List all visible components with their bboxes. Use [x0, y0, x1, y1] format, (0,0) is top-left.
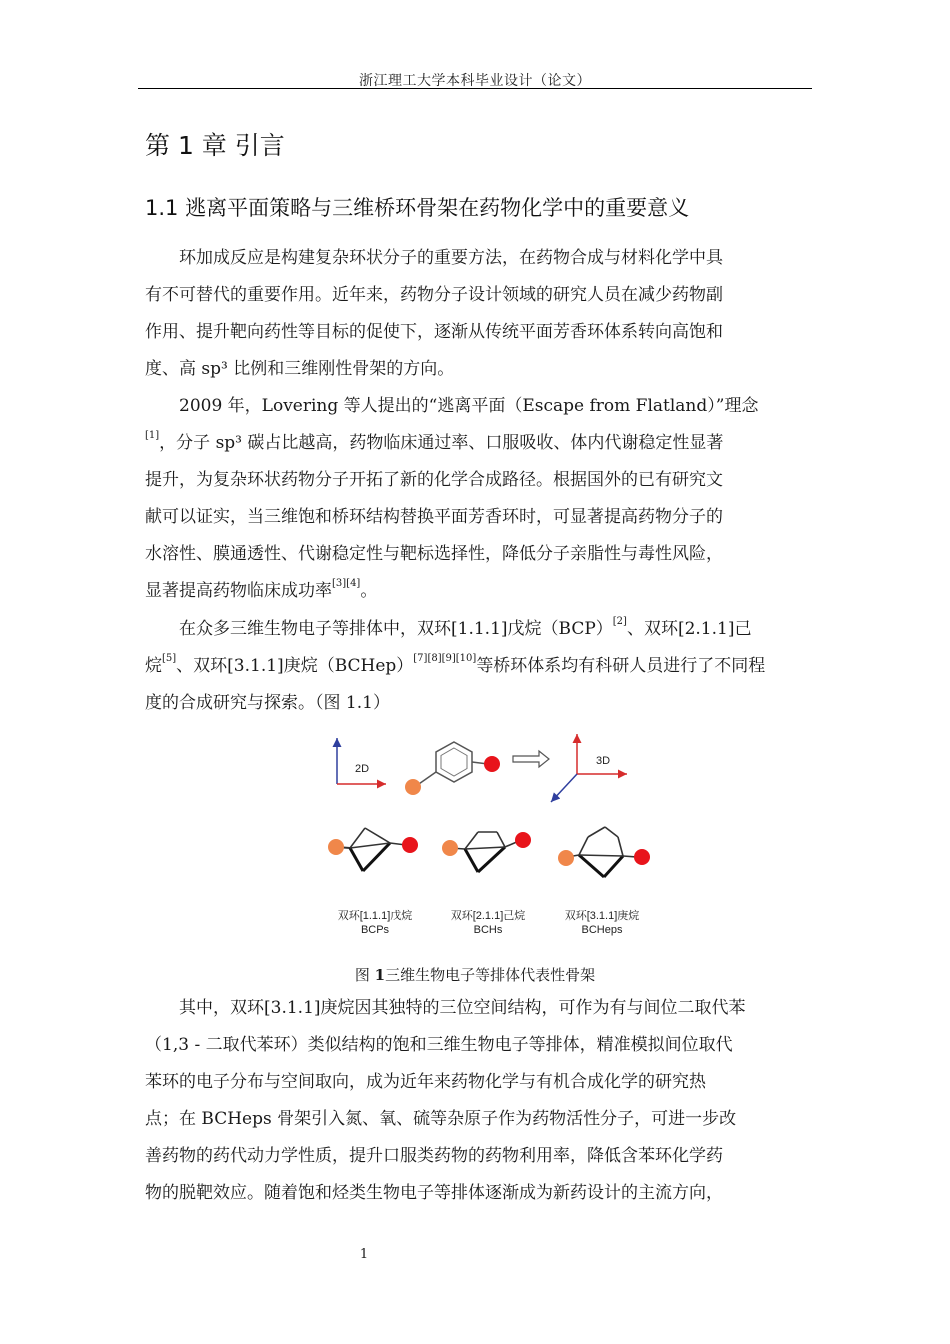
transform-arrow-icon: [513, 751, 549, 767]
text-line: 善药物的药代动力学性质，提升口服类药物的药物利用率，降低含苯环化学药: [145, 1146, 723, 1166]
text-line: [145, 648, 805, 685]
molecule-abbr: BCPs: [360, 924, 390, 936]
caption-number: 1: [374, 966, 386, 984]
paragraph-3: [145, 611, 805, 722]
running-header: 浙江理工大学本科毕业设计（论文）: [359, 73, 591, 89]
citation: [5]: [162, 653, 177, 664]
text-run: 显著提高药物临床成功率: [145, 581, 332, 601]
text-run: 等桥环体系均有科研人员进行了不同程: [476, 656, 766, 676]
molecule-name: 双环[3.1.1]庚烷: [564, 910, 640, 922]
red-substituent-dot: [634, 849, 650, 865]
paragraph-2: [145, 388, 805, 610]
molecule-abbr: BCHs: [473, 924, 503, 936]
text-line: 作用、提升靶向药性等目标的促使下，逐渐从传统平面芳香环体系转向高饱和: [145, 322, 723, 342]
text-line: 环加成反应是构建复杂环状分子的重要方法，在药物合成与材料化学中具: [179, 248, 723, 268]
benzene-structure: [405, 742, 500, 795]
paragraph-1: [145, 240, 805, 388]
text-line: 物的脱靶效应。随着饱和烃类生物电子等排体逐渐成为新药设计的主流方向，: [145, 1183, 723, 1203]
text-line: （1,3 - 二取代苯环）类似结构的饱和三维生物电子等排体，精准模拟间位取代: [145, 1035, 733, 1055]
red-substituent-dot: [515, 832, 531, 848]
text-run: 烷: [145, 656, 162, 676]
text-line: 水溶性、膜通透性、代谢稳定性与靶标选择性，降低分子亲脂性与毒性风险，: [145, 544, 723, 564]
citation: [7][8][9][10]: [413, 653, 477, 664]
text-line: 提升，为复杂环状药物分子开拓了新的化学合成路径。根据国外的已有研究文: [145, 470, 723, 490]
orange-substituent-dot: [405, 779, 421, 795]
section-title: 1.1 逃离平面策略与三维桥环骨架在药物化学中的重要意义: [145, 196, 690, 220]
red-substituent-dot: [402, 837, 418, 853]
label-2d: 2D: [355, 763, 370, 775]
text-run: 、双环[2.1.1]己: [626, 619, 752, 639]
text-line: 有不可替代的重要作用。近年来，药物分子设计领域的研究人员在减少药物副: [145, 285, 723, 305]
figure-caption: [0, 964, 950, 985]
text-line: 2009 年，Lovering 等人提出的“逃离平面（Escape from Flatland）”理念: [179, 396, 759, 416]
page-number: 1: [359, 1247, 369, 1262]
axes-2d: [337, 738, 386, 784]
axes-3d: [551, 734, 627, 802]
bchep-structure: [558, 827, 650, 877]
header-rule: [138, 88, 812, 89]
text-run: ，分子 sp³ 碳占比越高，药物临床通过率、口服吸收、体内代谢稳定性显著: [159, 433, 724, 453]
text-line: [145, 573, 805, 610]
bcp-structure: [328, 828, 418, 871]
label-3d: 3D: [596, 755, 611, 767]
orange-substituent-dot: [558, 850, 574, 866]
text-line: [145, 611, 805, 648]
orange-substituent-dot: [442, 840, 458, 856]
bch-structure: [442, 832, 531, 872]
text-line: 点；在 BCHeps 骨架引入氮、氧、硫等杂原子作为药物活性分子，可进一步改: [145, 1109, 737, 1129]
paragraph-4: [145, 990, 805, 1212]
text-run: 在众多三维生物电子等排体中，双环[1.1.1]戊烷（BCP）: [179, 619, 613, 639]
citation: [3][4]: [332, 578, 361, 589]
caption-text: 三维生物电子等排体代表性骨架: [385, 966, 596, 984]
molecule-name: 双环[2.1.1]己烷: [450, 910, 526, 922]
text-run: 。: [360, 581, 378, 601]
chapter-title: 第 1 章 引言: [145, 131, 285, 160]
text-line: 献可以证实，当三维饱和桥环结构替换平面芳香环时，可显著提高药物分子的: [145, 507, 723, 527]
caption-prefix: 图: [354, 966, 375, 984]
text-line: 度的合成研究与探索。（图 1.1）: [145, 693, 390, 713]
orange-substituent-dot: [328, 839, 344, 855]
citation: [2]: [612, 616, 627, 627]
text-line: 度、高 sp³ 比例和三维刚性骨架的方向。: [145, 359, 455, 379]
molecule-abbr: BCHeps: [581, 924, 623, 936]
text-line: 苯环的电子分布与空间取向，成为近年来药物化学与有机合成化学的研究热: [145, 1072, 706, 1092]
figure-bioisosteres: [320, 728, 650, 943]
citation: [1]: [145, 430, 160, 441]
text-line: [145, 425, 805, 462]
molecule-name: 双环[1.1.1]戊烷: [337, 910, 413, 922]
text-line: 其中，双环[3.1.1]庚烷因其独特的三位空间结构，可作为有与间位二取代苯: [179, 998, 746, 1018]
text-run: 、双环[3.1.1]庚烷（BCHep）: [176, 656, 414, 676]
red-substituent-dot: [484, 756, 500, 772]
